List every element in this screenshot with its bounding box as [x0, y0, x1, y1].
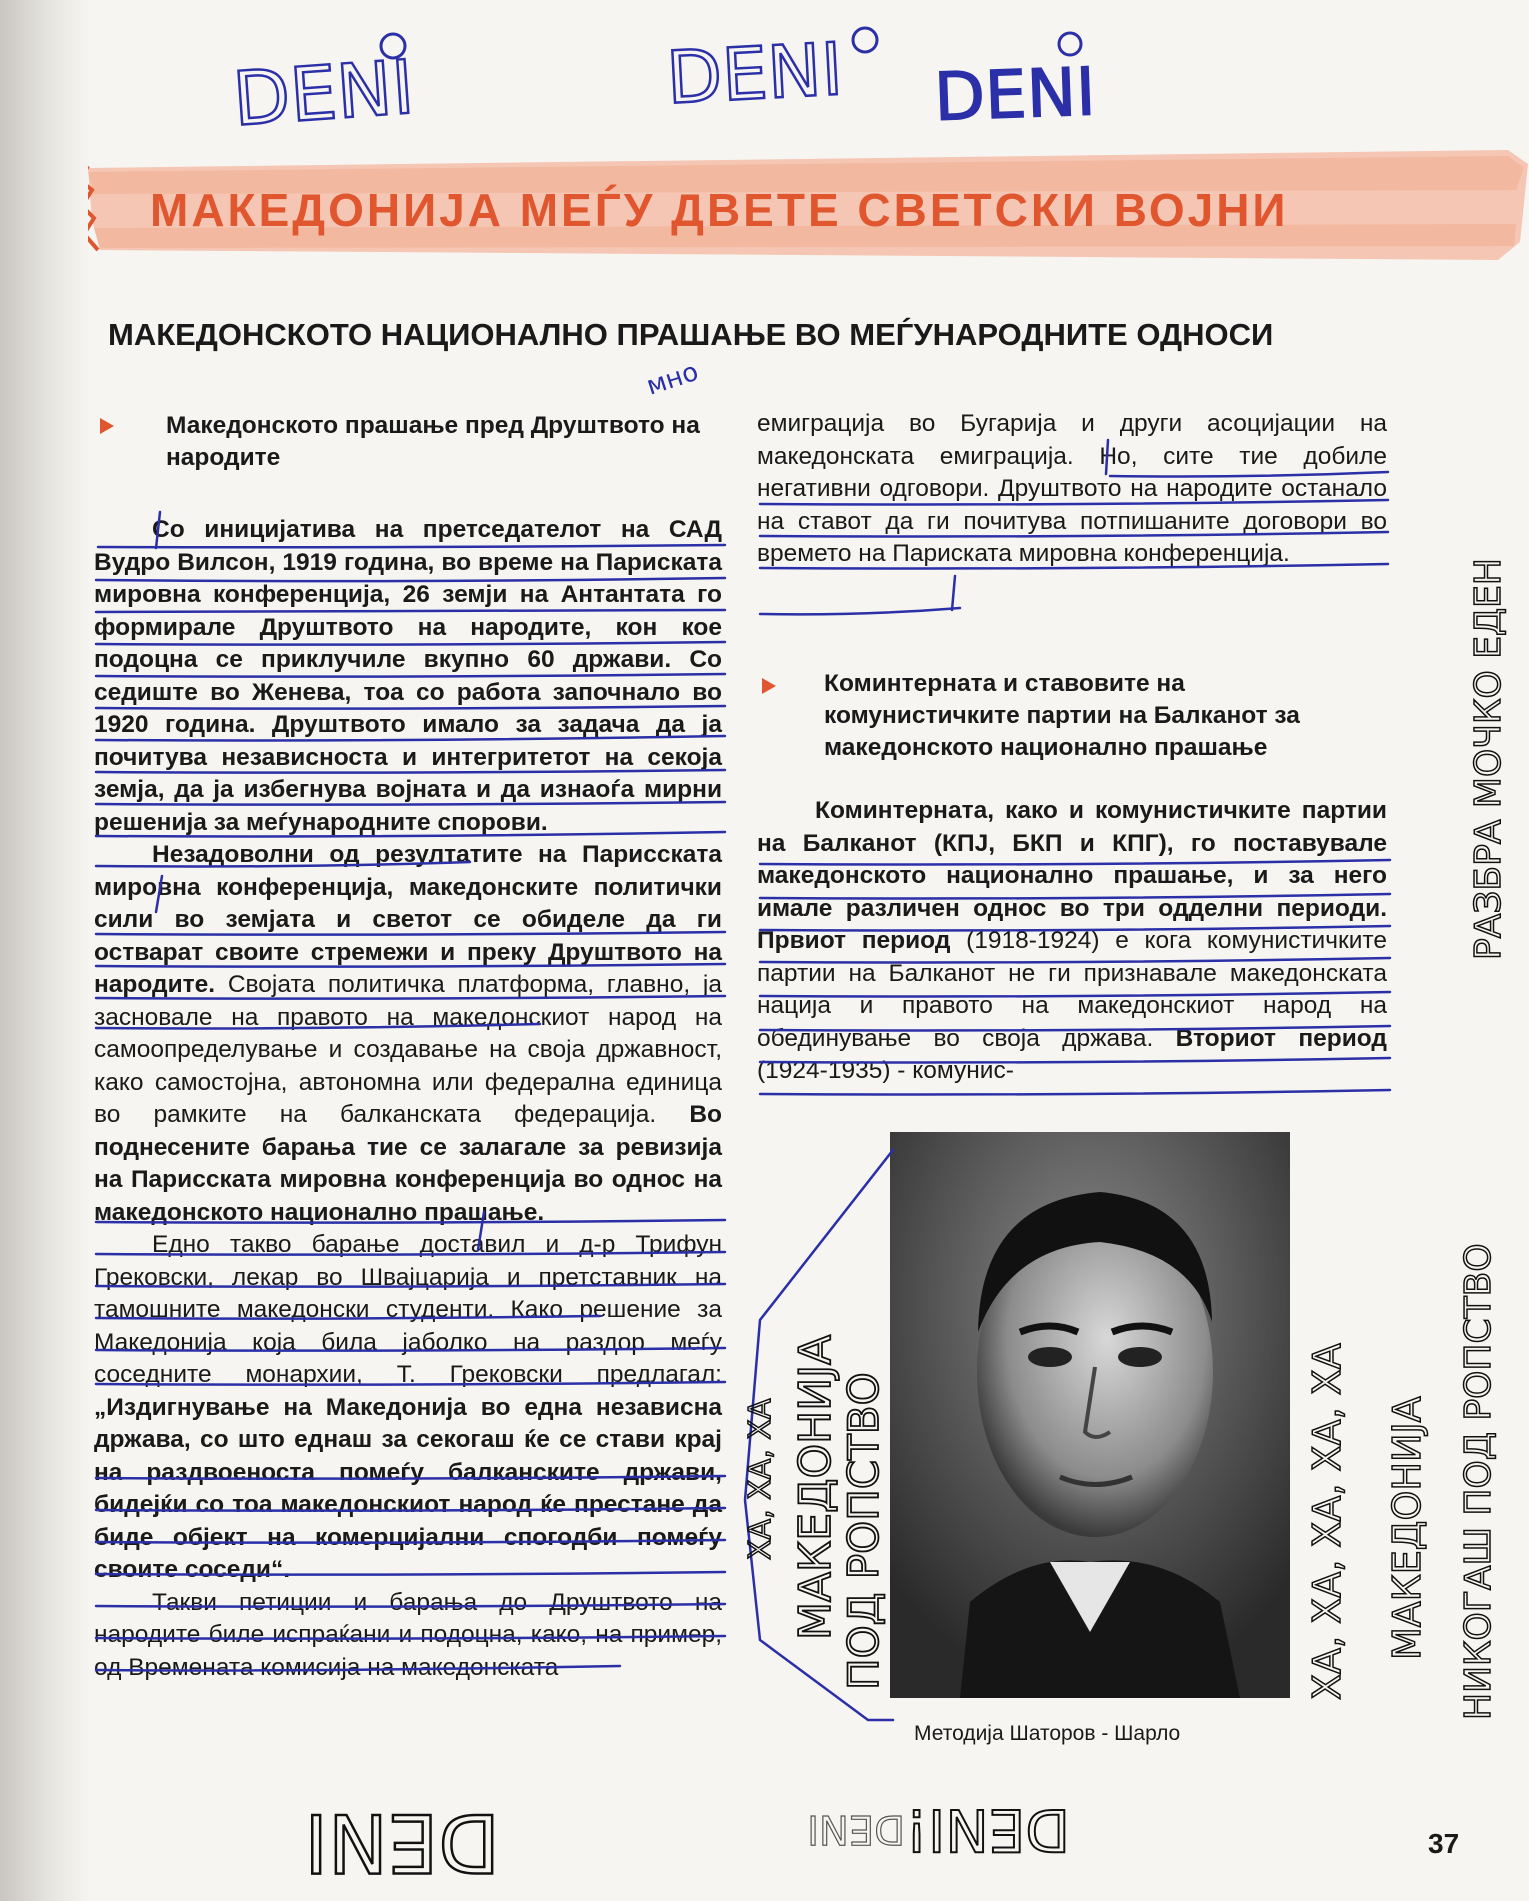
handwriting-top3: DENI [932, 53, 1097, 136]
right-column-body [757, 795, 1387, 1088]
page-title: МАКЕДОНИЈА МЕЃУ ДВЕТЕ СВЕТСКИ ВОЈНИ [150, 184, 1289, 236]
bold-text: Незадоволни од резултатите на Парисската мировна конференција, македонските политички сили во земјата и светот се обиделе да ги остварат своите стремежи и преку Друштвото на народите. [94, 841, 722, 998]
handwriting-right2: МАКЕДОНИЈА [1385, 1396, 1429, 1660]
paragraph [94, 839, 722, 1229]
text: Едно такво барање доставил и д-р Трифун Грековски, лекар во Швајцарија и претставник на тамошните македонски студенти. Како решение за Македонија која била јаболко на раздор меѓу соседните монархии, Т. Грековски предлагал: [94, 1231, 722, 1388]
paragraph [94, 1229, 722, 1587]
page-spine-shadow [0, 0, 90, 1901]
portrait-image [890, 1132, 1290, 1698]
handwriting-top2: DENI [664, 26, 845, 120]
photo-caption: Методија Шаторов - Шарло [914, 1722, 1181, 1745]
handwriting-photo-left3: ХА, ХА, ХА [743, 1398, 778, 1560]
left-column [94, 514, 722, 1684]
bullet-marker [100, 418, 114, 434]
handwriting-bottom3: DENI [807, 1806, 905, 1852]
section2-heading: Коминтерната и ставовите на комунистичките партии на Балканот за македонското национално прашање [824, 670, 1300, 761]
handwriting-bottom2: DENI! [904, 1796, 1070, 1864]
section-title: МАКЕДОНСКОТО НАЦИОНАЛНО ПРАШАЊЕ ВО МЕЃУНАРОДНИТЕ ОДНОСИ [108, 317, 1274, 352]
text: Својата политичка платформа, главно, ја засновале на правото на македонскиот народ на самоопределување и создавање на своја државност, како самостојна, автономна или федерална единица во рамките на балканската федерација. [94, 971, 722, 1128]
handwriting-small: мно [642, 356, 703, 402]
right-column-top [757, 408, 1387, 571]
handwriting-right4: РАЗБРА МОЧКО ЕДЕН [1468, 558, 1509, 960]
handwriting-top1: DENI [230, 44, 417, 143]
handwriting-photo-left2: ПОД РОПСТВО [839, 1372, 888, 1690]
bold-text: Коминтерната, како и комунистичките партии на Балканот (КПЈ, БКП и КПГ), го поставувале македонското национално прашање, и за него имале различен однос во три одделни периоди. Првиот период [757, 797, 1387, 954]
paragraph: Такви петиции и барања до Друштвото на народите биле испраќани и подоцна, како, на пример, од Времената комисија на македонската [94, 1588, 722, 1681]
handwriting-right3: НИКОГАШ ПОД РОПСТВО [1458, 1243, 1499, 1720]
bullet-marker [762, 678, 776, 694]
handwriting-right1: ХА, ХА, ХА, ХА, ХА [1305, 1343, 1349, 1700]
handwriting-bottom1: DENI [304, 1796, 500, 1889]
text: (1918-1924) е кога комунистичките партии на Балканот не ги признавале македонската нација и правото на македонскиот народ на обединување во своја држава. [757, 927, 1387, 1052]
paragraph: Со иницијатива на претседателот на САД Вудро Вилсон, 1919 година, во време на Париската мировна конференција, 26 земји на Антантата го формирале Друштвото на народите, кон кое подоцна се приклучиле вкупно 60 држави. Со седиште во Женева, тоа со работа започнало во 1920 година. Друштвото имало за задача да ја почитува независноста и интегритетот на секоја земја, да ја избегнува војната и да изнаоѓа мирни решенија за меѓународните спорови. [94, 516, 722, 836]
portrait-photo [890, 1132, 1290, 1698]
paragraph [757, 795, 1387, 1088]
paragraph: емиграција во Бугарија и други асоцијации на македонската емиграција. Но, сите тие добиле негативни одговори. Друштвото на народите останало на ставот да ги почитува потпишаните договори во времето на Париската мировна конференција. [757, 410, 1387, 567]
page-number: 37 [1428, 1828, 1460, 1859]
section1-heading: Македонското прашање пред Друштвото на народите [166, 412, 700, 471]
text: (1924-1935) - комунис- [757, 1057, 1014, 1084]
bold-text: Во поднесените барања тие се залагале за ревизија на Парисската мировна конференција во однос на македонското национално прашање. [94, 1101, 722, 1226]
handwriting-photo-left: МАКЕДОНИЈА [790, 1334, 841, 1640]
bold-text: Вториот период [1175, 1024, 1387, 1052]
quote-text: „Издигнување на Македонија во една независна држава, со што еднаш за секогаш ќе се стави крај на раздвоеноста помеѓу балканските држави, бидејќи со тоа македонскиот народ ќе престане да биде објект на комерцијални спогодби помеѓу своите соседи“. [94, 1393, 722, 1583]
